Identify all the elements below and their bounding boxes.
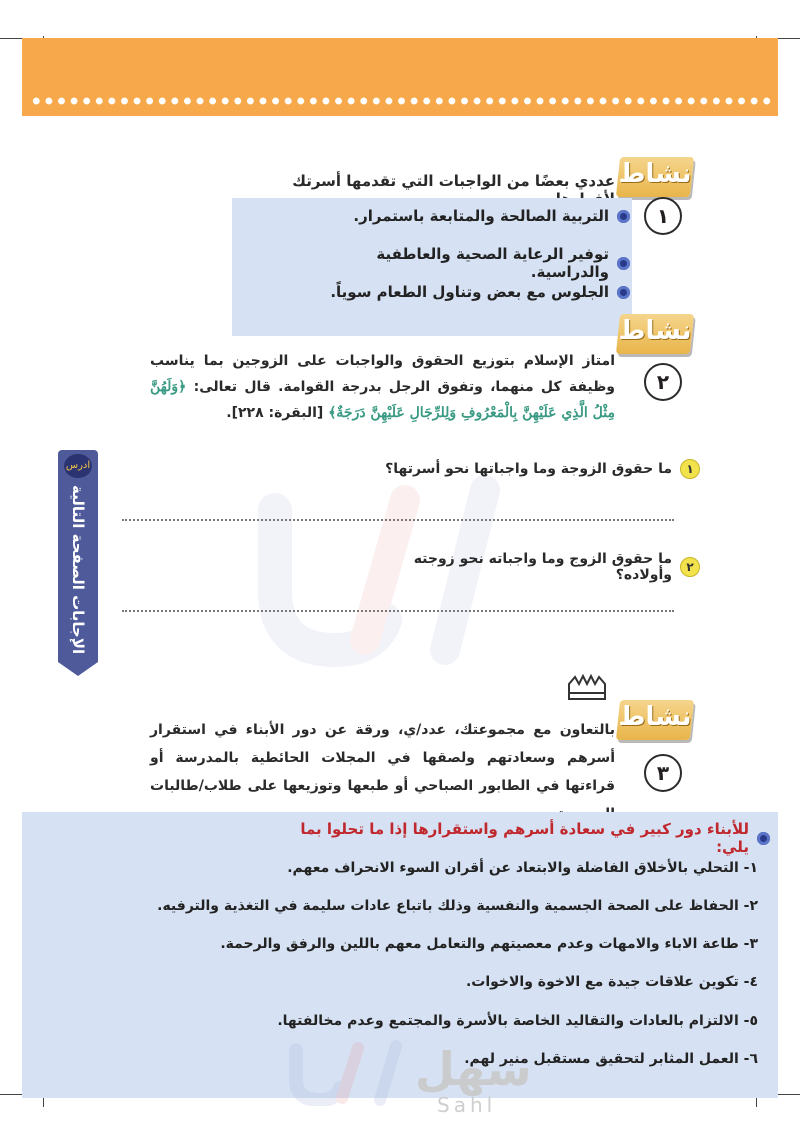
answer-line[interactable] <box>122 610 674 612</box>
activity-label: نشاط <box>618 316 692 346</box>
list-item: الجلوس مع بعض وتناول الطعام سوياً. <box>300 283 630 301</box>
activity-label: نشاط <box>618 702 692 732</box>
side-tab-label: الإجابات الصفحة التالية <box>69 484 87 655</box>
answer-item: ٢- الحفاظ على الصحة الجسمية والنفسية وذلك باتباع عادات سليمة في التغذية والترفيه. <box>157 898 758 914</box>
activity-prompt: عددي بعضًا من الواجبات التي تقدمها أسرتك <box>292 172 615 190</box>
question-row: ٢ ما حقوق الزوج وما واجباته نحو زوجته وأولاده؟ <box>380 551 700 583</box>
banner-dots <box>30 96 775 106</box>
crop-mark <box>778 1094 800 1095</box>
activity-number: ٣ <box>644 754 682 792</box>
list-item: توفير الرعاية الصحية والعاطفية والدراسية. <box>300 245 630 281</box>
verse-citation: [البقرة: ٢٢٨]. <box>226 405 324 421</box>
activity-number: ١ <box>644 197 682 235</box>
bullet-icon <box>617 286 630 299</box>
crop-mark <box>0 1094 22 1095</box>
quran-verse: ﴿وَلَهُنَّ مِثْلُ الَّذِي عَلَيْهِنَّ بِالْمَعْرُوفِ وَلِلرِّجَالِ عَلَيْهِنَّ دَرَجَةٌ﴾ <box>150 379 615 421</box>
activity-badge <box>618 696 700 748</box>
answer-item: ٣- طاعة الاباء والامهات وعدم معصيتهم والتعامل معهم باللين والرفق والرحمة. <box>220 936 758 952</box>
question-number: ١ <box>680 459 700 479</box>
lesson-icon: ادرس <box>64 454 92 478</box>
answer-item: ٦- العمل المثابر لتحقيق مستقبل منير لهم. <box>464 1051 758 1067</box>
activity-number: ٢ <box>644 363 682 401</box>
question-number: ٢ <box>680 557 700 577</box>
list-item: التربية الصالحة والمتابعة باستمرار. <box>300 207 630 225</box>
answers-side-tab[interactable] <box>58 450 98 662</box>
activity-paragraph: بالتعاون مع مجموعتك، عدد/ي، ورقة عن دور الأبناء في استقرار أسرهم وسعادتهم ولصقها في المجلات الحائطية بالمدرسة أو قراءتها في الطابور الصباحي أو طبعها وتوزيعها على طلاب/طالبات <box>150 722 615 794</box>
bullet-icon <box>757 832 770 845</box>
activity-badge <box>618 310 700 362</box>
bullet-icon <box>617 257 630 270</box>
answer-line[interactable] <box>122 519 674 521</box>
watermark-latin: Sahl <box>437 1093 497 1117</box>
answer-item: ١- التحلي بالأخلاق الفاضلة والابتعاد عن أقران السوء الانحراف معهم. <box>287 860 758 876</box>
activity-label: نشاط <box>618 159 692 189</box>
group-work-icon <box>566 672 608 702</box>
answer-item: ٥- الالتزام بالعادات والتقاليد الخاصة بالأسرة والمجتمع وعدم مخالفتها. <box>277 1013 758 1029</box>
answer-item: ٤- تكوين علاقات جيدة مع الاخوة والاخوات. <box>465 974 758 990</box>
answers-title: للأبناء دور كبير في سعادة أسرهم واستقرارها إذا ما تحلوا بما يلي: <box>300 820 770 856</box>
activity-paragraph: امتاز الإسلام بتوزيع الحقوق والواجبات على الزوجين بما يناسب وظيفة كل منهما، وتفوق الرجل بدرجة القوامة. قال تعالى: ﴿وَلَهُنَّ مِثْلُ الَّذِي عَلَيْهِنَّ بِالْمَعْرُوفِ وَلِلرِّجَالِ عَلَيْهِنَّ دَرَجَةٌ﴾ [البقرة: ٢٢٨]. <box>150 353 616 421</box>
bullet-icon <box>617 210 630 223</box>
question-row: ١ ما حقوق الزوجة وما واجباتها نحو أسرتها؟ <box>380 459 700 479</box>
crop-mark <box>0 38 22 39</box>
watermark-arabic: سهل <box>415 1042 532 1096</box>
crop-mark <box>778 38 800 39</box>
